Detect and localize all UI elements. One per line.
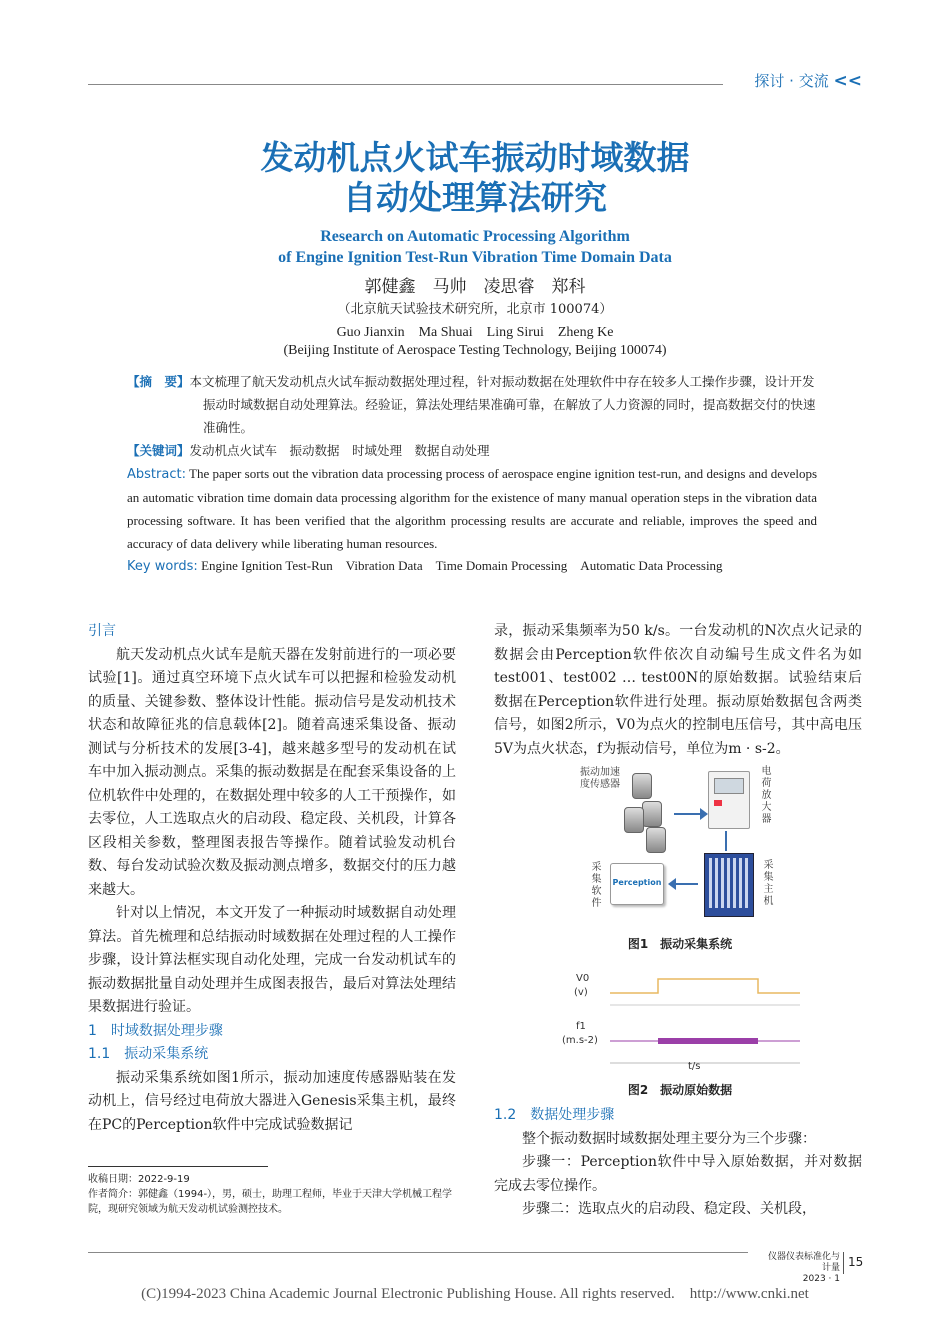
section-1-2-para-1: 整个振动数据时域数据处理主要分为三个步骤：: [522, 1130, 816, 1147]
x-axis-label: t/s: [688, 1061, 701, 1072]
intro-para-2: 针对以上情况，本文开发了一种振动时域数据自动处理算法。首先梳理和总结振动时域数据在处理过程的人工操作步骤，设计算法框实现自动化处理，完成一台发动机试车的振动数据批量自动处理并生成图表报告，最后对算法处理结果数据进行验证。: [88, 905, 456, 1015]
figure-1-caption: 图1 振动采集系统: [627, 937, 733, 951]
f1-unit: (m.s-2): [562, 1035, 598, 1046]
amp-label: 电荷放大器: [759, 765, 770, 825]
abstract-en: [127, 462, 817, 555]
keywords-cn-label: 【关键词】: [127, 443, 190, 458]
right-column-bottom: [494, 1104, 862, 1222]
arrow-down-icon: [725, 831, 727, 851]
intro-para-1: 航天发动机点火试车是航天器在发射前进行的一项必要试验[1]。通过真空环境下点火试车可以把握和检验发动机的质量、关键参数、整体设计性能。振动信号是发动机技术状态和故障征兆的信息载体[2]。随着高速采集设备、振动测试与分析技术的发展[3-4]，越来越多型号的发动机在试车中加入振动测点。采集的振动数据是在配套采集设备的上位机软件中处理的，在数据处理中较多的人工干预操作，如去零位，人工选取点火的启动段、稳定段、关机段，计算各区段相关参数，整理图表报告等操作。随着试验发动机台数、每台发动试验次数及振动测点增多，数据交付的压力越来越大。: [88, 646, 456, 898]
section-tag: [754, 70, 862, 91]
abstract-en-label: Abstract:: [127, 467, 186, 482]
perception-software-icon: [610, 863, 664, 905]
page-number: 15: [848, 1255, 864, 1269]
abstract-cn-text: 本文梳理了航天发动机点火试车振动数据处理过程，针对振动数据在处理软件中存在较多人工操作步骤，设计开发振动时域数据自动处理算法。经验证，算法处理结果准确可靠，在解放了人力资源的同时，提高数据交付的快速准确性。: [189, 374, 816, 435]
sensor-icon: [632, 773, 652, 799]
abstract-cn-label: 【摘 要】: [127, 374, 190, 389]
sensor-icon: [646, 827, 666, 853]
figure-1: [580, 765, 780, 935]
figure-2: [560, 965, 800, 1075]
authors-cn: 郭健鑫 马帅 凌思睿 郑科: [364, 277, 586, 297]
keywords-en-label: Key words:: [127, 559, 198, 574]
footnote-received: 收稿日期：2022-9-19: [88, 1174, 190, 1185]
abstract-cn: [127, 370, 817, 439]
software-name: Perception: [612, 878, 662, 887]
sensor-label: 振动加速度传感器: [580, 767, 620, 790]
section-1-2-para-3: 步骤二：选取点火的启动段、稳定段、关机段，: [522, 1201, 816, 1217]
affiliation-en: (Beijing Institute of Aerospace Testing Technology, Beijing 100074): [283, 343, 667, 358]
keywords-en: [127, 554, 817, 578]
arrow-head-icon: [668, 878, 676, 890]
section-label: 探讨 · 交流: [754, 72, 829, 90]
heading-1-1: 1.1 振动采集系统: [88, 1046, 209, 1062]
host-label: 采集主机: [761, 859, 772, 907]
left-column: [88, 620, 456, 1137]
title-en-line1: Research on Automatic Processing Algorithm: [320, 228, 630, 245]
title-en-line2: of Engine Ignition Test-Run Vibration Time Domain Data: [278, 249, 672, 266]
v0-trace: [610, 979, 800, 993]
v0-unit: (v): [574, 987, 588, 998]
issue-number: 2023 · 1: [802, 1274, 840, 1284]
section-1-1-cont: 录，振动采集频率为50 k/s。一台发动机的N次点火记录的数据会由Perception软件依次自动编号生成文件名为如test001、test002 … test00N的原始数据。试验结束后数据在Perception软件进行处理。振动原始数据包含两类信号，如图2所示，V0为点火的控制电压信号，其中高电压5V为点火状态，f为振动信号，单位为m · s-2。: [494, 623, 862, 757]
f1-label: f1: [576, 1021, 586, 1032]
heading-1-2: 1.2 数据处理步骤: [494, 1107, 615, 1123]
figure-2-caption: 图2 振动原始数据: [627, 1083, 733, 1097]
title-cn-line1: 发动机点火试车振动时域数据: [260, 138, 690, 177]
abstract-en-text: The paper sorts out the vibration data processing process of aerospace engine ignition test-run, and designs and develops an automatic vibration time domain data processing algorithm for the existence of many manual operation steps in the vibration data processing software. It has been verified that the algorithm processing results are accurate and reliable, improves the speed and accuracy of data delivery while liberating human resources.: [127, 466, 818, 551]
section-1-1-para: 振动采集系统如图1所示，振动加速度传感器贴装在发动机上，信号经过电荷放大器进入Genesis采集主机，最终在PC的Perception软件中完成试验数据记: [88, 1069, 456, 1133]
header-rule: [88, 84, 723, 85]
charge-amplifier-icon: [708, 771, 750, 829]
section-1-2-para-2: 步骤一：Perception软件中导入原始数据，并对数据完成去零位操作。: [494, 1154, 862, 1194]
keywords-en-text: Engine Ignition Test-Run Vibration Data Time Domain Processing Automatic Data Processing: [201, 558, 723, 573]
keywords-cn-text: 发动机点火试车 振动数据 时域处理 数据自动处理: [189, 443, 490, 458]
footnote-author: 作者简介：郭健鑫（1994-），男，硕士，助理工程师，毕业于天津大学机械工程学院，现研究领域为航天发动机试验测控技术。: [88, 1189, 453, 1215]
v0-label: V0: [576, 973, 590, 984]
affiliation-cn: （北京航天试验技术研究所，北京市 100074）: [337, 302, 613, 317]
footer-rule: [88, 1252, 748, 1253]
chevron-left-icon: <<: [833, 71, 862, 91]
genesis-host-icon: [704, 853, 754, 917]
copyright-notice: (C)1994-2023 China Academic Journal Electronic Publishing House. All rights reserved. http://www.cnki.net: [141, 1286, 809, 1302]
keywords-cn: [127, 439, 817, 462]
right-column-top: [494, 620, 862, 761]
sensor-icon: [624, 807, 644, 833]
soft-label: 采集软件: [589, 861, 600, 909]
footnote: [88, 1172, 458, 1217]
authors-en: Guo Jianxin Ma Shuai Ling Sirui Zheng Ke: [336, 325, 614, 340]
journal-name: 仪器仪表标准化与计量: [767, 1252, 840, 1273]
signal-plot: [610, 965, 800, 1065]
footnote-rule: [88, 1166, 268, 1167]
footer-divider: [843, 1252, 844, 1274]
heading-intro: 引言: [88, 623, 116, 639]
title-cn-line2: 自动处理算法研究: [343, 178, 607, 217]
sensor-icon: [642, 801, 662, 827]
arrow-head-icon: [700, 808, 708, 820]
f1-trace: [658, 1038, 758, 1044]
footer-journal: [760, 1252, 840, 1285]
heading-1: 1 时域数据处理步骤: [88, 1022, 223, 1039]
